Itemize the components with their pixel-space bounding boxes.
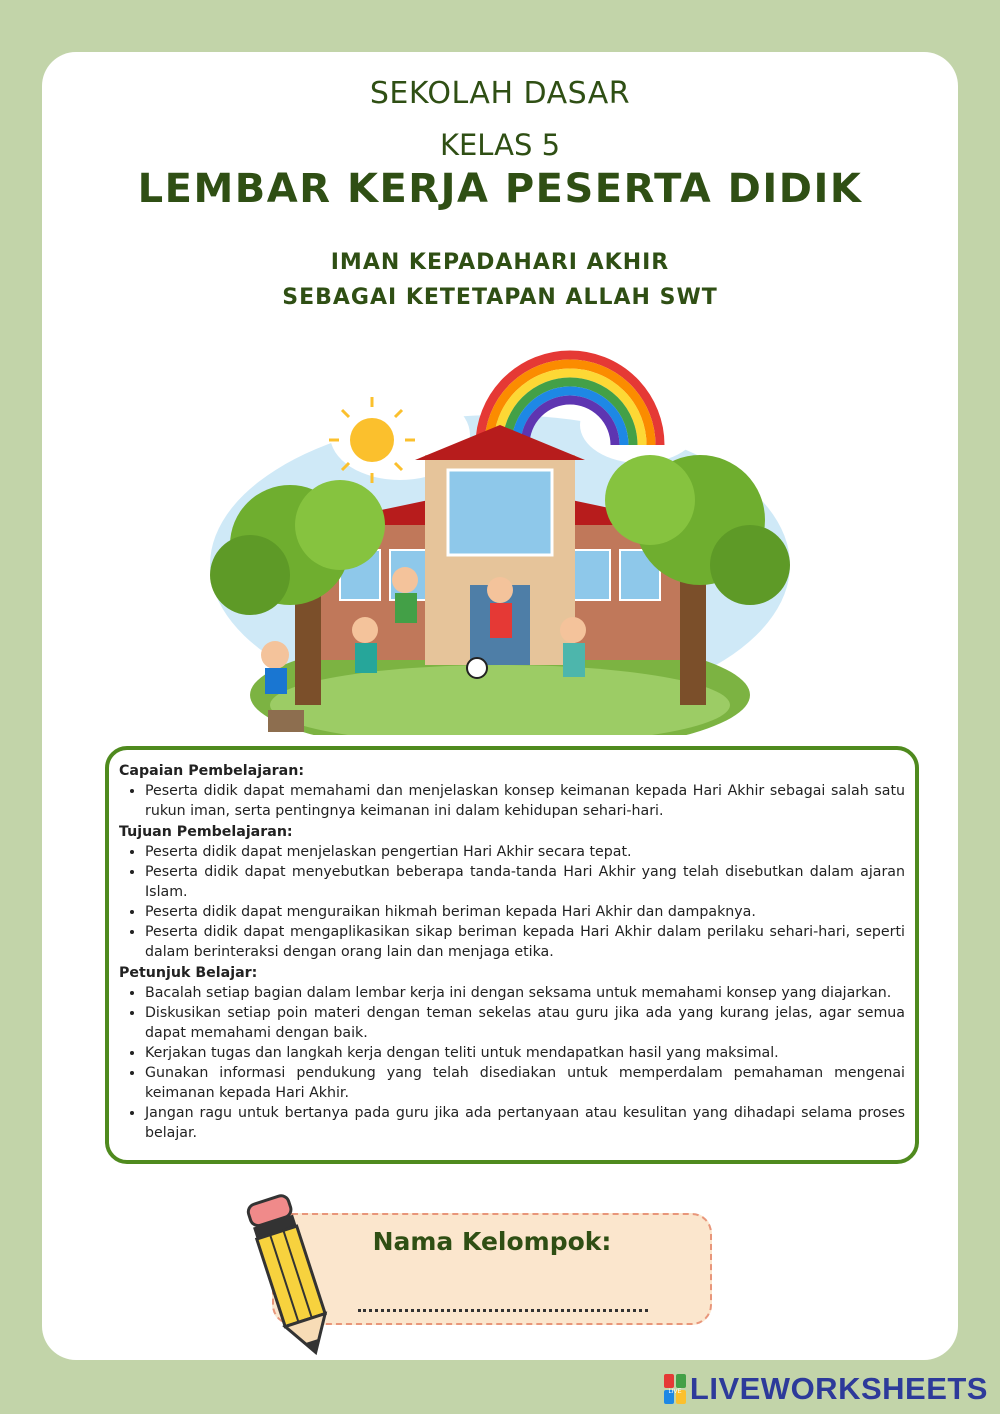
list-item: • Peserta didik dapat memahami dan menjelaskan konsep keimanan kepada Hari Akhir sebagai salah satu rukun iman, serta pentingnya keimanan ini dalam kehidupan sehari-hari. [145,781,905,821]
section-title-petunjuk: Petunjuk Belajar: [119,965,258,981]
group-name-input[interactable] [358,1279,648,1312]
tujuan-list [119,842,905,962]
petunjuk-list [119,983,905,1143]
liveworksheets-branding [664,1370,988,1408]
group-name-label: Nama Kelompok: [372,1227,612,1256]
section-title-capaian: Capaian Pembelajaran: [119,763,304,779]
liveworksheets-logo-icon [664,1374,686,1404]
topic-title-line2: SEBAGAI KETETAPAN ALLAH SWT [282,285,718,310]
brand-text: LIVEWORKSHEETS [689,1371,988,1406]
school-level: SEKOLAH DASAR [369,76,631,111]
list-item: • Kerjakan tugas dan langkah kerja dengan teliti untuk mendapatkan hasil yang maksimal. [145,1043,905,1063]
logo-letters: LIVE [668,1389,682,1395]
topic-title-line1: IMAN KEPADAHARI AKHIR [330,250,670,275]
section-title-tujuan: Tujuan Pembelajaran: [119,824,293,840]
capaian-list [119,781,905,821]
list-item: • Bacalah setiap bagian dalam lembar kerja ini dengan seksama untuk memahami konsep yang diajarkan. [145,983,905,1003]
grade-label: KELAS 5 [439,128,561,162]
pencil-icon [236,1178,346,1362]
list-item: • Peserta didik dapat mengaplikasikan sikap beriman kepada Hari Akhir dalam perilaku sehari-hari, seperti dalam berinteraksi dengan orang lain dan menjaga etika. [145,922,905,962]
learning-info-box [105,746,919,1164]
list-item: • Peserta didik dapat menjelaskan pengertian Hari Akhir secara tepat. [145,842,905,862]
school-playground-illustration [200,335,800,735]
list-item: • Gunakan informasi pendukung yang telah disediakan untuk memperdalam pemahaman mengenai keimanan kepada Hari Akhir. [145,1063,905,1103]
list-item: • Diskusikan setiap poin materi dengan teman sekelas atau guru jika ada yang kurang jelas, agar semua dapat memahami dengan baik. [145,1003,905,1043]
list-item: • Peserta didik dapat menyebutkan beberapa tanda-tanda Hari Akhir yang telah disebutkan dalam ajaran Islam. [145,862,905,902]
page-title: LEMBAR KERJA PESERTA DIDIK [137,166,863,212]
list-item: • Peserta didik dapat menguraikan hikmah beriman kepada Hari Akhir dan dampaknya. [145,902,905,922]
list-item: • Jangan ragu untuk bertanya pada guru jika ada pertanyaan atau kesulitan yang dihadapi selama proses belajar. [145,1103,905,1143]
